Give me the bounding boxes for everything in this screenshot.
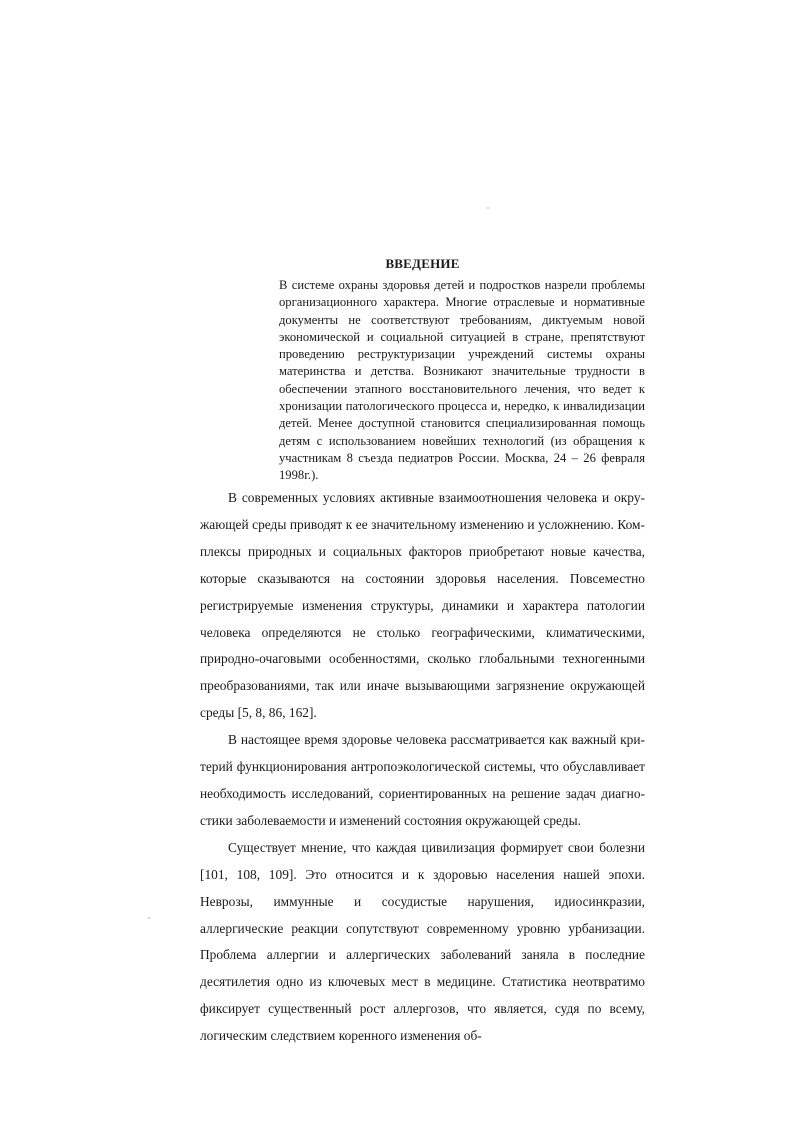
paragraph: В настоящее время здоровье человека рассматривается как важный критерий функционирования антропоэкологической системы, что обуславливает необходимость исследований, сориентированных на решение задач диагностики заболеваемости и изменений состояния окружающей среды. [200, 732, 645, 828]
paragraph: Существует мнение, что каждая цивилизация формирует свои болезни [101, 108, 109]. Это относится и к здоровью населения нашей эпохи. Неврозы, иммунные и сосудистые нарушения, идиосинкразии, аллергические реакции сопутствуют современному уровню урбанизации. Проблема аллергии и аллергических заболеваний заняла в последние десятилетия одно из ключевых мест в медицине. Статистика неотвратимо фиксирует существенный рост аллергозов, что является, судя по всему, логическим следствием коренного изменения об- [200, 839, 645, 1044]
body-text [200, 485, 645, 1050]
epigraph: В системе охраны здоровья детей и подростков назрели проблемы организационного характера. Многие отраслевые и нормативные документы не соответствуют требованиям, диктуемым новой экономической и социальной ситуацией в стране, препятствуют проведению реструктуризации учреждений системы охраны материнства и детства. Возникают значительные трудности в обеспечении этапного восстановительного лечения, что ведет к хронизации патологического процесса и, нередко, к инвалидизации детей. Менее доступной становится специализированная помощь детям с использованием новейших технологий (из обращения к участникам 8 съезда педиатров России. Москва, 24 – 26 февраля 1998г.). [279, 278, 645, 483]
paragraph: В современных условиях активные взаимоотношения человека и окружающей среды приводят к ее значительному изменению и усложнению. Комплексы природных и социальных факторов приобретают новые качества, которые сказываются на состоянии здоровья населения. Повсеместно регистрируемые изменения структуры, динамики и характера патологии человека определяются не столько географическими, климатическими, природно-очаговыми особенностями, сколько глобальными техногенными преобразованиями, так или иначе вызывающими загрязнение окружающей среды [5, 8, 86, 162]. [200, 490, 645, 721]
section-title: ВВЕДЕНИЕ [385, 256, 460, 271]
scan-speck [487, 207, 489, 209]
scan-speck [148, 917, 150, 919]
